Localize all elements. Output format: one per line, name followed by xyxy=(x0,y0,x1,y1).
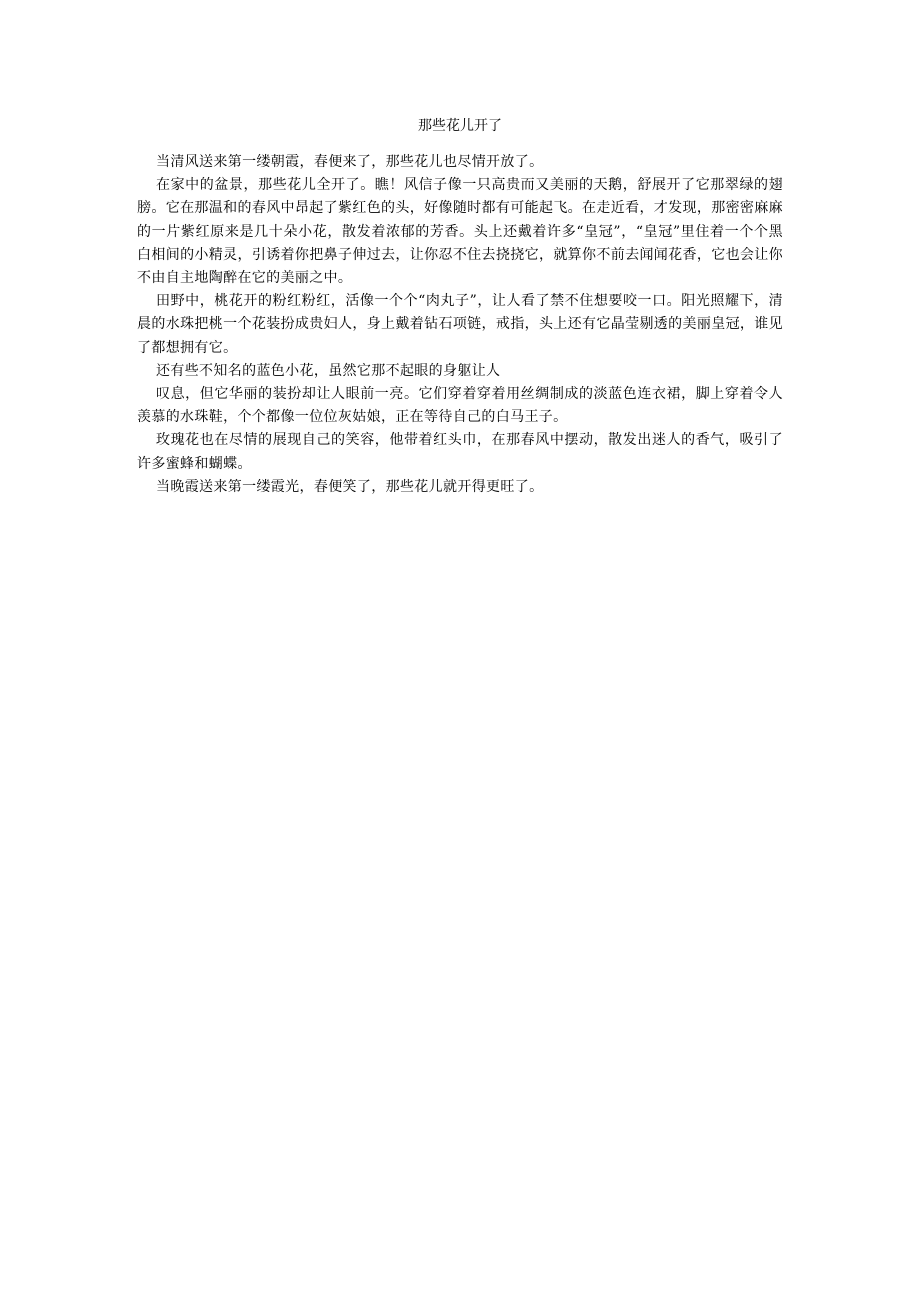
document-title: 那些花儿开了 xyxy=(418,118,502,134)
paragraph-2: 在家中的盆景，那些花儿全开了。瞧！风信子像一只高贵而又美丽的天鹅，舒展开了它那翠绿的翅膀。它在那温和的春风中昂起了紫红色的头，好像随时都有可能起飞。在走近看，才发现，那密密麻麻的一片紫红原来是几十朵小花，散发着浓郁的芳香。头上还戴着许多“皇冠”，“皇冠”里住着一个个黑白相间的小精灵，引诱着你把鼻子伸过去，让你忍不住去挠挠它，就算你不前去闻闻花香，它也会让你不由自主地陶醉在它的美丽之中。 xyxy=(137,177,783,287)
paragraph-5: 叹息，但它华丽的装扮却让人眼前一亮。它们穿着穿着用丝绸制成的淡蓝色连衣裙，脚上穿着令人羡慕的水珠鞋，个个都像一位位灰姑娘，正在等待自己的白马王子。 xyxy=(137,386,783,426)
paragraph-7: 当晚霞送来第一缕霞光，春便笑了，那些花儿就开得更旺了。 xyxy=(156,478,544,495)
paragraph-1: 当清风送来第一缕朝霞，春便来了，那些花儿也尽情开放了。 xyxy=(156,154,544,170)
paragraph-3: 田野中，桃花开的粉红粉红，活像一个个“肉丸子”，让人看了禁不住想要咬一口。阳光照耀下，清晨的水珠把桃一个花装扮成贵妇人，身上戴着钻石项链，戒指，头上还有它晶莹剔透的美丽皇冠，谁见了都想拥有它。 xyxy=(137,293,783,356)
paragraph-4: 还有些不知名的蓝色小花，虽然它那不起眼的身躯让人 xyxy=(156,362,501,379)
document-body xyxy=(137,151,783,499)
paragraph-6: 玫瑰花也在尽情的展现自己的笑容，他带着红头巾，在那春风中摆动，散发出迷人的香气，吸引了许多蜜蜂和蝴蝶。 xyxy=(137,432,783,472)
